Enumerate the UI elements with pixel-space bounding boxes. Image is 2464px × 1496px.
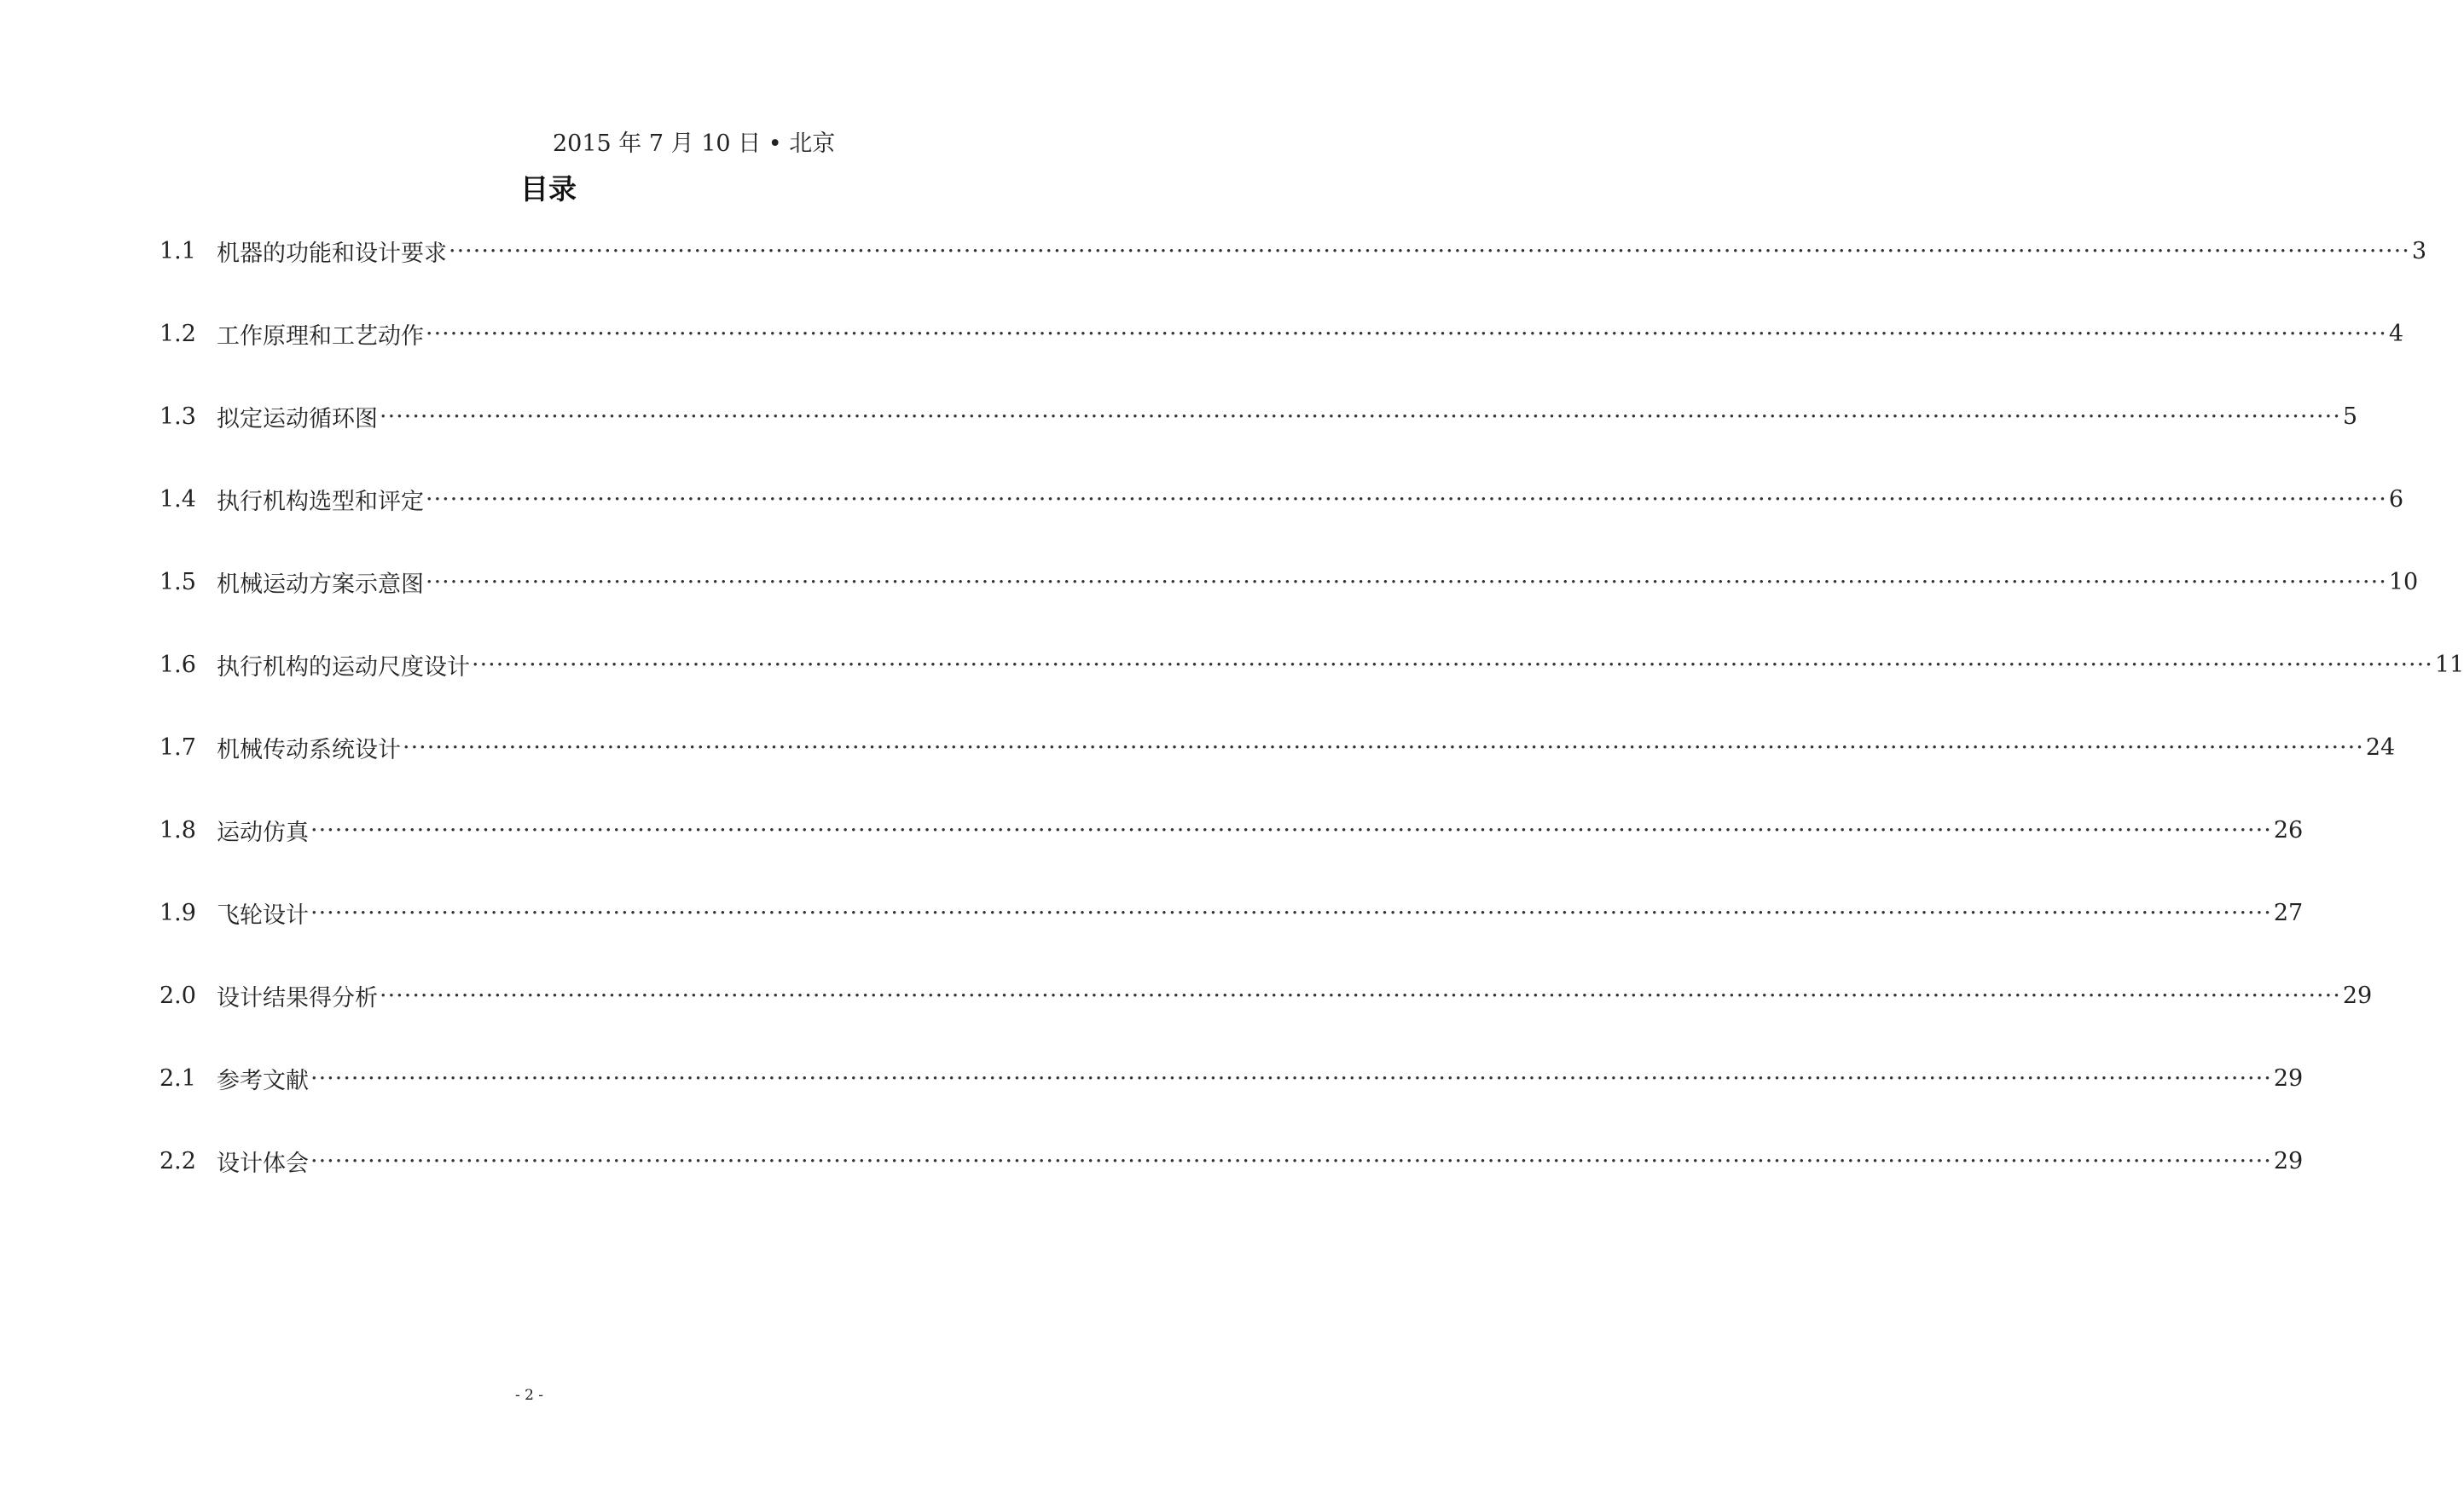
dot-leader: ················································································································································································································································ [426, 320, 2387, 347]
toc-entry-page: 27 [2273, 899, 2304, 926]
page-number: - 2 - [514, 1387, 544, 1404]
toc-entry-number: 1.1 [159, 237, 196, 264]
date-location-line: 2015 年 7 月 10 日 • 北京 [553, 130, 836, 157]
toc-entry-page: 24 [2365, 734, 2396, 761]
toc-entry-title: 机械运动方案示意图 [217, 571, 424, 598]
toc-entry-title: 执行机构的运动尺度设计 [217, 653, 470, 681]
toc-entry-title: 参考文献 [217, 1067, 309, 1094]
toc-entry[interactable] [159, 1142, 2304, 1180]
dot-leader: ················································································································································································································································ [310, 1064, 2272, 1092]
toc-entry-page: 3 [2411, 237, 2426, 264]
dot-leader: ················································································································································································································································ [426, 568, 2387, 595]
toc-entry-page: 26 [2273, 816, 2304, 844]
dot-leader: ················································································································································································································································ [310, 1147, 2272, 1174]
toc-entry-title: 工作原理和工艺动作 [217, 322, 424, 350]
toc-entry-number: 1.4 [159, 485, 196, 513]
toc-entry-number: 1.6 [159, 651, 196, 678]
dot-leader: ················································································································································································································································ [310, 899, 2272, 926]
toc-entry-page: 5 [2342, 403, 2357, 430]
toc-entry-page: 29 [2273, 1064, 2304, 1092]
dot-leader: ················································································································································································································································ [472, 651, 2433, 678]
toc-entry-number: 1.5 [159, 568, 196, 595]
dot-leader: ················································································································································································································································ [380, 403, 2341, 430]
toc-entry-number: 2.0 [159, 982, 196, 1009]
dot-leader: ················································································································································································································································ [403, 734, 2364, 761]
dot-leader: ················································································································································································································································ [449, 237, 2410, 264]
dot-leader: ················································································································································································································································ [380, 982, 2341, 1009]
toc-entry-title: 设计体会 [217, 1150, 309, 1177]
toc-entry[interactable] [159, 977, 2373, 1014]
toc-entry[interactable] [159, 728, 2396, 766]
toc-entry-page: 29 [2342, 982, 2373, 1009]
toc-entry[interactable] [159, 480, 2403, 518]
toc-entry-title: 机器的功能和设计要求 [217, 240, 447, 267]
toc-entry-number: 1.9 [159, 899, 196, 926]
toc-entry-number: 1.8 [159, 816, 196, 844]
toc-entry-title: 设计结果得分析 [217, 984, 378, 1012]
toc-entry-page: 11 [2434, 651, 2464, 678]
toc-entry-number: 2.1 [159, 1064, 196, 1092]
toc-entry-number: 1.2 [159, 320, 196, 347]
toc-entry-page: 4 [2388, 320, 2403, 347]
toc-entry-title: 运动仿真 [217, 819, 309, 846]
dot-leader: ················································································································································································································································ [426, 485, 2387, 513]
dot-leader: ················································································································································································································································ [310, 816, 2272, 844]
toc-entry[interactable] [159, 646, 2464, 683]
toc-title: 目录 [520, 172, 577, 206]
toc-entry[interactable] [159, 397, 2357, 435]
toc-entry-number: 1.7 [159, 734, 196, 761]
toc-entry[interactable] [159, 563, 2419, 600]
toc-entry-title: 飞轮设计 [217, 902, 309, 929]
toc-entry-number: 1.3 [159, 403, 196, 430]
toc-entry-title: 机械传动系统设计 [217, 736, 401, 763]
toc-entry[interactable] [159, 1059, 2304, 1097]
toc-entry-page: 6 [2388, 485, 2403, 513]
toc-entry[interactable] [159, 232, 2426, 270]
toc-entry-number: 2.2 [159, 1147, 196, 1174]
toc-entry[interactable] [159, 811, 2304, 849]
toc-entry-page: 10 [2388, 568, 2419, 595]
toc-entry-title: 拟定运动循环图 [217, 405, 378, 432]
toc-entry-page: 29 [2273, 1147, 2304, 1174]
toc-entry[interactable] [159, 315, 2403, 352]
toc-entry[interactable] [159, 894, 2304, 931]
toc-entry-title: 执行机构选型和评定 [217, 488, 424, 515]
